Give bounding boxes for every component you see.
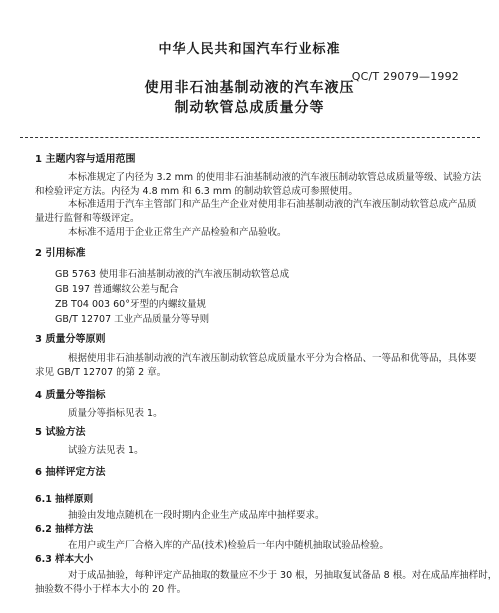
section-1-paragraph-1-line-1: 本标准规定了内径为 3.2 mm 的使用非石油基制动液的汽车液压制动软管总成质量等级、试验方法 <box>68 172 482 183</box>
title-divider <box>20 137 480 138</box>
reference-item: GB 197 普通螺纹公差与配合 <box>55 284 179 295</box>
section-6-3-line-2: 抽验数不得小于样本大小的 20 件。 <box>35 584 187 595</box>
section-3-heading: 3 质量分等原则 <box>35 334 106 345</box>
section-1-heading: 1 主题内容与适用范围 <box>35 154 136 165</box>
section-6-1-heading: 6.1 抽样原则 <box>35 494 94 505</box>
reference-item: ZB T04 003 60°牙型的内螺纹量规 <box>55 299 206 310</box>
section-6-3-line-1: 对于成品抽验，每种评定产品抽取的数量应不少于 30 根，另抽取复试备品 8 根。对在成品库抽样时， <box>68 570 498 581</box>
section-2-heading: 2 引用标准 <box>35 248 86 259</box>
section-6-2-heading: 6.2 抽样方法 <box>35 524 94 535</box>
section-1-paragraph-1-line-2: 和检验评定方法。内径为 4.8 mm 和 6.3 mm 的制动软管总成可参照使用。 <box>35 186 358 197</box>
reference-item: GB/T 12707 工业产品质量分等导则 <box>55 314 210 325</box>
section-6-2-line-1: 在用户或生产厂合格入库的产品(技术)检验后一年内中随机抽取试验品检验。 <box>68 540 389 551</box>
section-6-3-heading: 6.3 样本大小 <box>35 554 94 565</box>
section-5-heading: 5 试验方法 <box>35 427 86 438</box>
section-1-paragraph-2-line-1: 本标准适用于汽车主管部门和产品生产企业对使用非石油基制动液的汽车液压制动软管总成产品质 <box>68 199 477 210</box>
section-3-line-2: 求见 GB/T 12707 的第 2 章。 <box>35 367 167 378</box>
section-1-paragraph-3: 本标准不适用于企业正常生产产品检验和产品验收。 <box>68 227 287 238</box>
section-5-line-1: 试验方法见表 1。 <box>68 445 144 456</box>
title-line-1: 使用非石油基制动液的汽车液压 <box>144 80 355 96</box>
section-4-heading: 4 质量分等指标 <box>35 390 106 401</box>
standard-number: QC/T 29079—1992 <box>351 70 459 83</box>
issuing-authority-header: 中华人民共和国汽车行业标准 <box>158 42 341 57</box>
section-4-line-1: 质量分等指标见表 1。 <box>68 408 163 419</box>
section-1-paragraph-2-line-2: 量进行监督和等级评定。 <box>35 213 140 224</box>
section-6-heading: 6 抽样评定方法 <box>35 467 106 478</box>
section-6-1-line-1: 抽验由发地点随机在一段时期内企业生产成品库中抽样要求。 <box>68 510 325 521</box>
reference-item: GB 5763 使用非石油基制动液的汽车液压制动软管总成 <box>55 269 290 280</box>
title-line-2: 制动软管总成质量分等 <box>174 100 325 116</box>
section-3-line-1: 根据使用非石油基制动液的汽车液压制动软管总成质量水平分为合格品、一等品和优等品，具体要 <box>68 353 477 364</box>
